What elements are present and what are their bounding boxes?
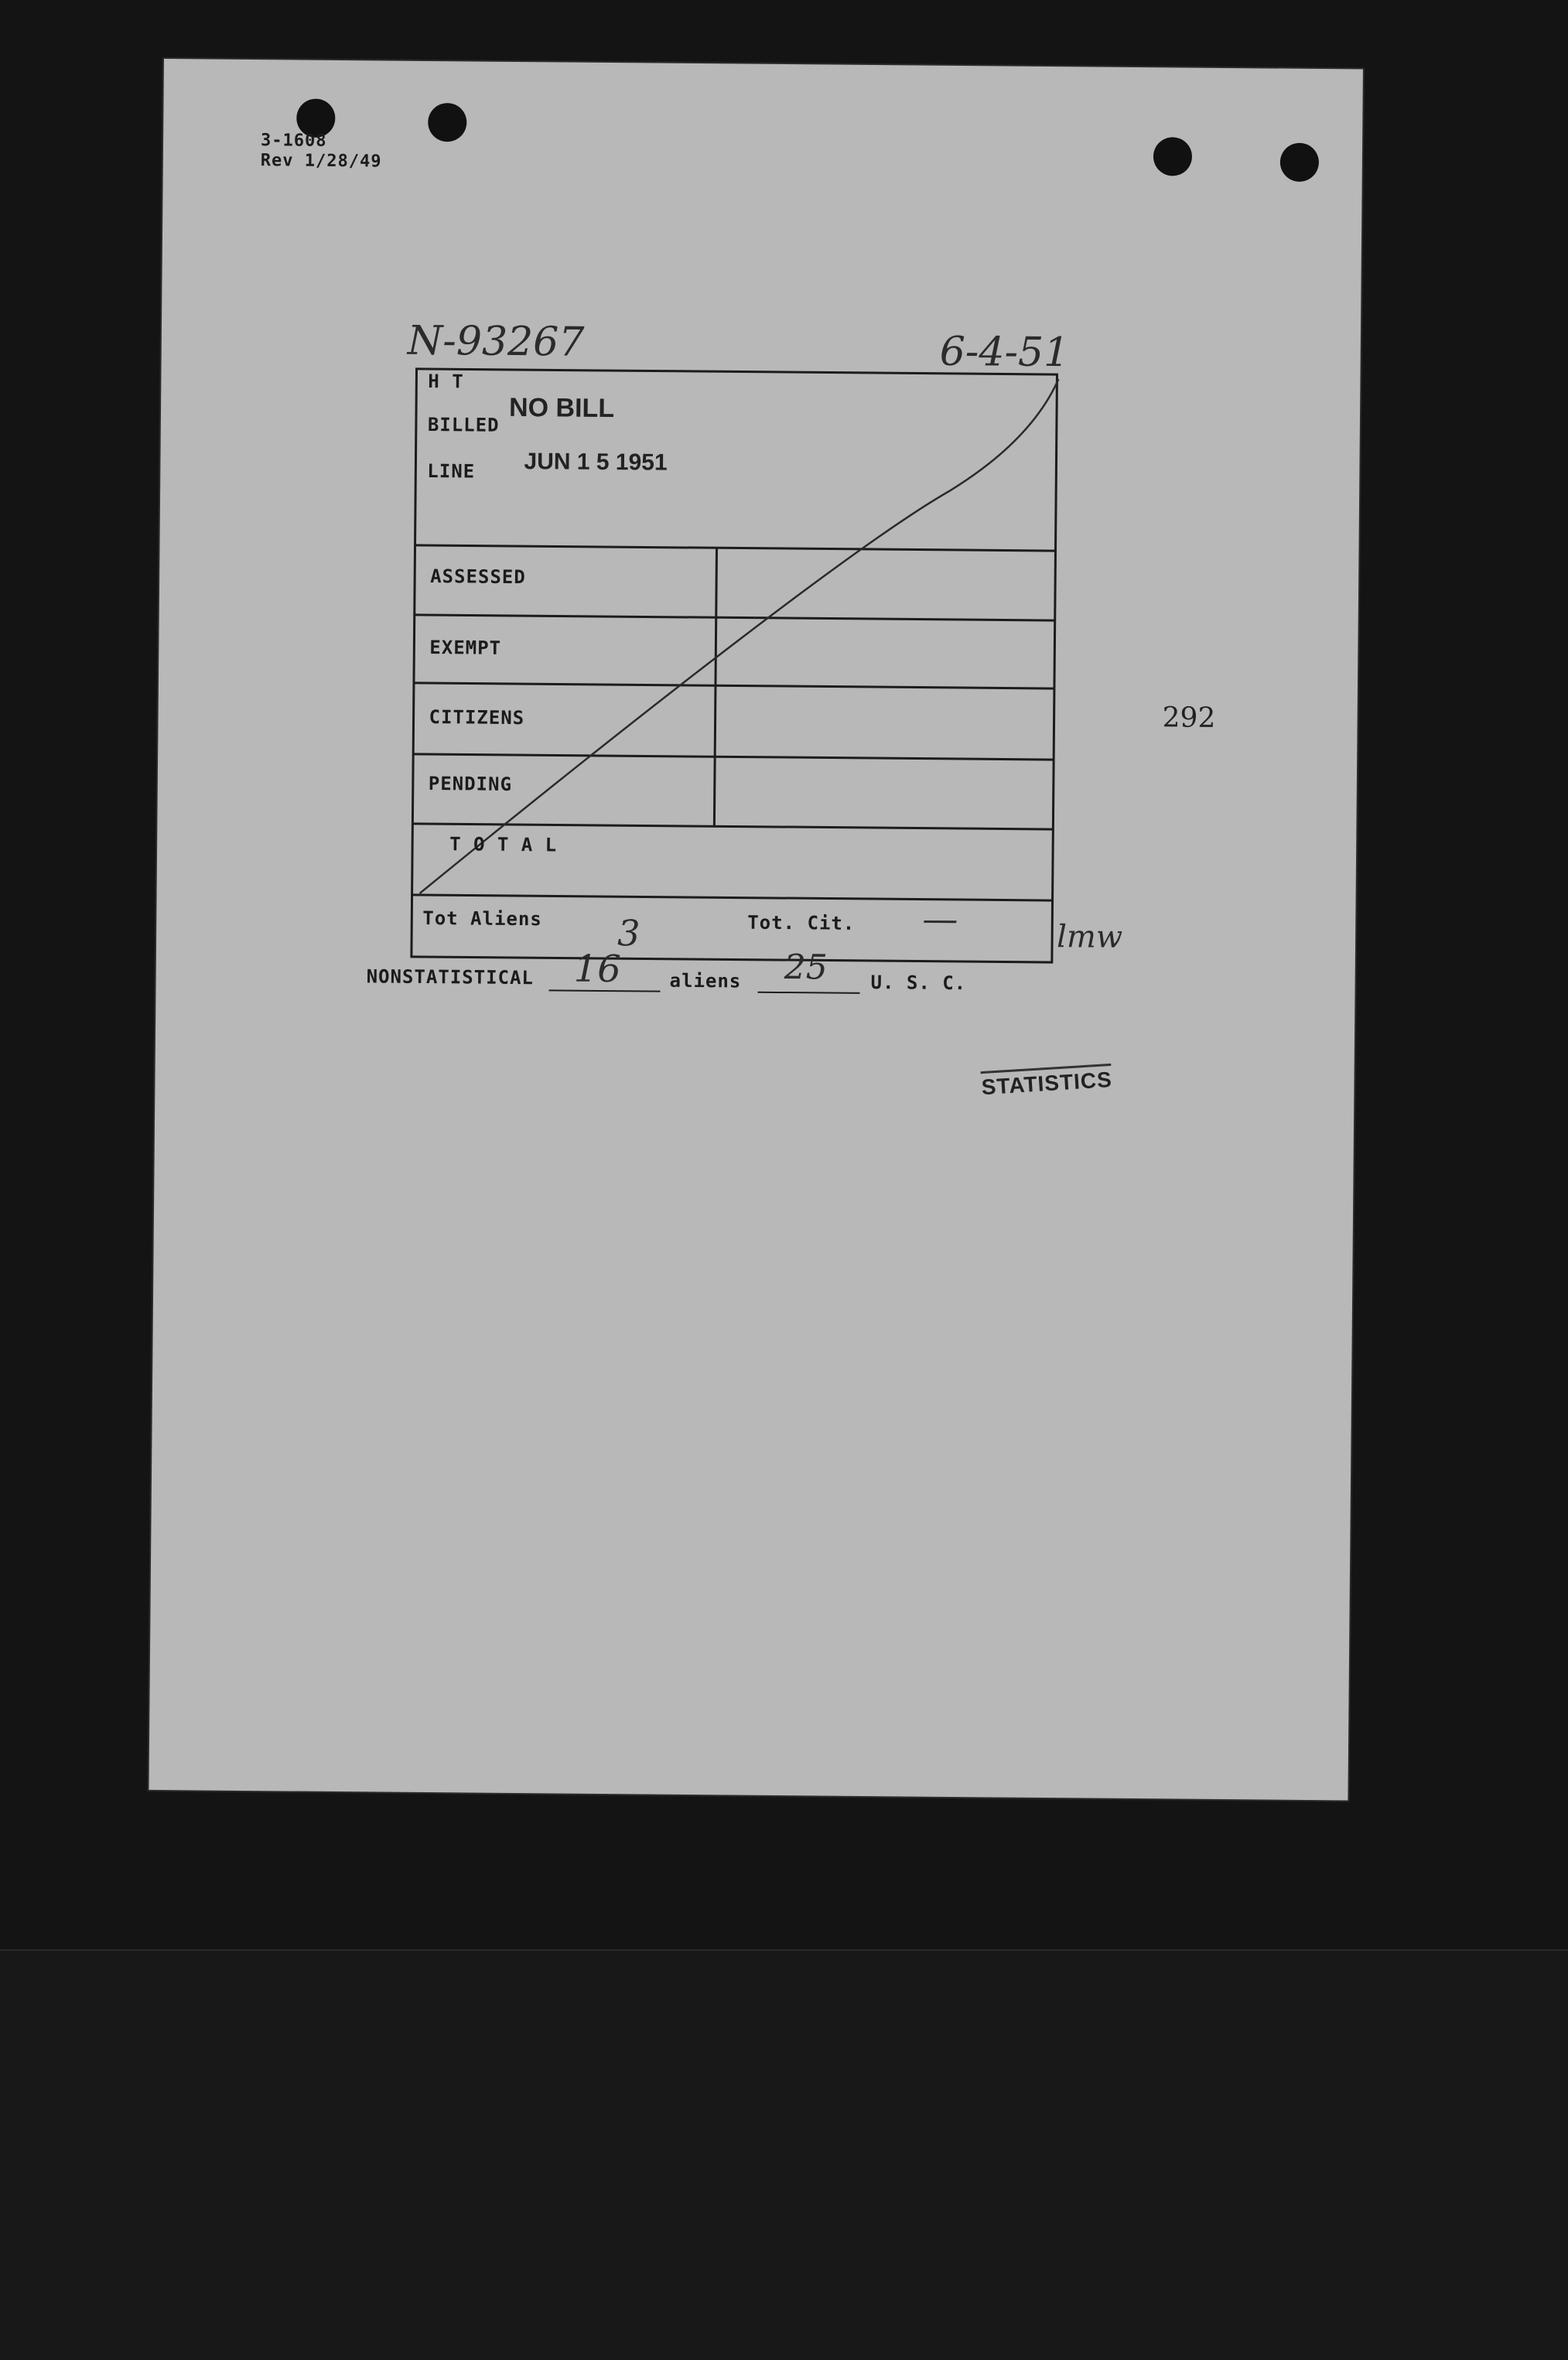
usc-label: U. S. C. — [870, 972, 967, 995]
tot-aliens-label: Tot Aliens — [422, 907, 542, 931]
handwritten-tot-cit-dash: — — [922, 897, 958, 940]
date-stamp: JUN 1 5 1951 — [524, 449, 668, 476]
document-page — [149, 59, 1362, 1800]
no-bill-stamp: NO BILL — [508, 392, 615, 424]
form-number: 3-1608 — [260, 131, 327, 151]
row-label-assessed: ASSESSED — [430, 565, 526, 589]
form-revision: Rev 1/28/49 — [260, 151, 382, 172]
handwritten-file-number: N-93267 — [407, 317, 585, 366]
column-divider — [714, 548, 716, 826]
row-label-pending: PENDING — [428, 773, 513, 795]
tot-cit-label: Tot. Cit. — [747, 911, 856, 934]
row-label-citizens: CITIZENS — [429, 706, 525, 729]
row-divider-1 — [415, 615, 1055, 620]
row-divider-4 — [412, 824, 1053, 829]
handwritten-aliens-count: 16 — [573, 947, 622, 992]
void-slash-line — [420, 374, 1059, 899]
handwritten-date: 6-4-51 — [939, 328, 1070, 377]
total-label: T O T A L — [449, 833, 558, 856]
aliens-label: aliens — [669, 969, 742, 992]
citizens-underline — [757, 992, 859, 993]
row-label-exempt: EXEMPT — [429, 637, 502, 659]
side-page-number: 292 — [1162, 702, 1216, 734]
scan-background-band — [0, 1949, 1568, 2360]
statistics-stamp: STATISTICS — [981, 1064, 1113, 1100]
handwritten-above-aliens: 3 — [617, 912, 641, 955]
row-divider-3 — [413, 754, 1054, 760]
billed-label: BILLED — [427, 413, 500, 436]
line-label: LINE — [427, 459, 476, 483]
row-divider-2 — [414, 683, 1054, 688]
form-border — [412, 369, 1057, 962]
nonstatistical-label: NONSTATISTICAL — [366, 965, 535, 989]
ht-label: H T — [428, 370, 464, 393]
header-divider — [415, 545, 1056, 551]
handwritten-citizens-count: 25 — [784, 948, 828, 988]
handwritten-initials: lmw — [1056, 919, 1123, 955]
